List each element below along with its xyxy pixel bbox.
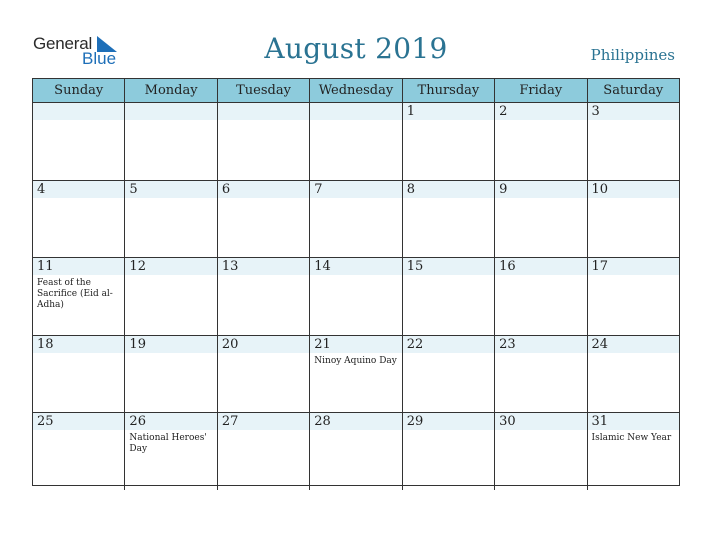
day-cell	[402, 103, 494, 180]
country-label: Philippines	[590, 46, 675, 64]
weekday-header: Tuesday	[217, 79, 309, 102]
weekday-header: Sunday	[54, 83, 104, 98]
day-cell	[402, 258, 494, 335]
day-number: 3	[591, 104, 600, 119]
day-cell	[124, 413, 216, 490]
day-cell	[309, 181, 401, 258]
day-number: 19	[129, 336, 146, 352]
day-number-strip	[403, 103, 494, 120]
day-cell	[402, 181, 494, 258]
day-number-strip	[33, 103, 124, 120]
calendar-grid	[32, 78, 680, 486]
day-number-strip	[495, 103, 586, 120]
day-cell	[587, 413, 679, 490]
day-number: 20	[221, 336, 239, 352]
day-cell	[217, 258, 309, 335]
day-cell	[494, 413, 586, 490]
day-number: 12	[129, 259, 146, 275]
day-number: 7	[314, 181, 323, 197]
day-number: 1	[406, 104, 415, 119]
day-number: 14	[314, 259, 331, 275]
day-cell	[217, 181, 309, 258]
day-number: 27	[221, 414, 239, 430]
week-row	[33, 413, 679, 490]
day-number-strip	[33, 181, 124, 198]
day-number: 22	[406, 336, 424, 352]
day-number-strip	[310, 181, 401, 198]
weekday-header: Monday	[124, 79, 216, 102]
day-number: 29	[406, 414, 424, 430]
day-number: 24	[591, 336, 609, 352]
day-number-strip	[403, 181, 494, 198]
day-cell	[217, 336, 309, 413]
day-number: 2	[499, 104, 508, 119]
day-cell	[402, 413, 494, 490]
day-number: 4	[37, 181, 46, 197]
day-number: 31	[591, 414, 609, 430]
day-number-strip	[310, 103, 401, 120]
day-cell	[124, 181, 216, 258]
day-cell	[217, 103, 309, 180]
day-number: 30	[499, 414, 516, 430]
logo-text-general: General	[33, 34, 93, 53]
day-cell	[33, 103, 124, 180]
day-cell	[494, 336, 586, 413]
day-cell	[587, 258, 679, 335]
day-number-strip	[125, 103, 216, 120]
weekday-header: Saturday	[587, 79, 679, 102]
weekday-header: Wednesday	[309, 79, 401, 102]
day-cell	[587, 103, 679, 180]
logo-text-blue: Blue	[82, 49, 117, 68]
weekday-header-row	[33, 79, 679, 103]
day-number: 23	[499, 336, 516, 352]
holiday-label: Islamic New Year	[591, 433, 672, 444]
weekday-header: Friday	[494, 79, 586, 102]
day-number: 17	[591, 259, 609, 275]
day-number: 15	[406, 259, 424, 275]
day-cell	[494, 103, 586, 180]
calendar-title: August 2019	[264, 32, 448, 65]
day-number: 25	[37, 414, 54, 430]
day-cell	[494, 258, 586, 335]
weekday-header: Thursday	[402, 79, 494, 102]
day-cell	[124, 336, 216, 413]
day-cell	[33, 181, 124, 258]
day-cell	[309, 258, 401, 335]
day-cell	[587, 181, 679, 258]
day-number: 11	[37, 259, 54, 275]
day-cell	[124, 103, 216, 180]
day-number: 21	[314, 336, 331, 352]
day-number-strip	[218, 103, 309, 120]
day-cell	[309, 336, 401, 413]
day-cell	[309, 413, 401, 490]
week-row	[33, 258, 679, 336]
day-cell	[309, 103, 401, 180]
holiday-label: National Heroes' Day	[129, 433, 207, 455]
week-row	[33, 181, 679, 259]
day-cell	[33, 413, 124, 490]
holiday-label: Ninoy Aquino Day	[314, 355, 397, 366]
day-number: 10	[591, 181, 609, 197]
day-number-strip	[125, 181, 216, 198]
day-cell	[217, 413, 309, 490]
day-number: 5	[129, 181, 138, 197]
day-cell	[33, 336, 124, 413]
week-row	[33, 336, 679, 414]
day-cell	[587, 336, 679, 413]
day-number-strip	[218, 181, 309, 198]
day-cell	[402, 336, 494, 413]
day-cell	[124, 258, 216, 335]
day-cell	[494, 181, 586, 258]
holiday-label: Feast of the Sacrifice (Eid al-Adha)	[37, 278, 113, 311]
day-number: 16	[499, 259, 516, 275]
day-number: 6	[221, 181, 231, 197]
calendar-weeks	[33, 103, 679, 490]
day-number: 26	[129, 414, 146, 430]
day-number: 8	[406, 181, 415, 197]
day-number: 13	[221, 259, 239, 275]
day-number: 28	[314, 414, 331, 430]
day-cell	[33, 258, 124, 335]
day-number: 9	[499, 181, 508, 197]
day-number-strip	[588, 103, 679, 120]
day-number: 18	[37, 336, 54, 352]
day-number-strip	[495, 181, 586, 198]
week-row	[33, 103, 679, 181]
